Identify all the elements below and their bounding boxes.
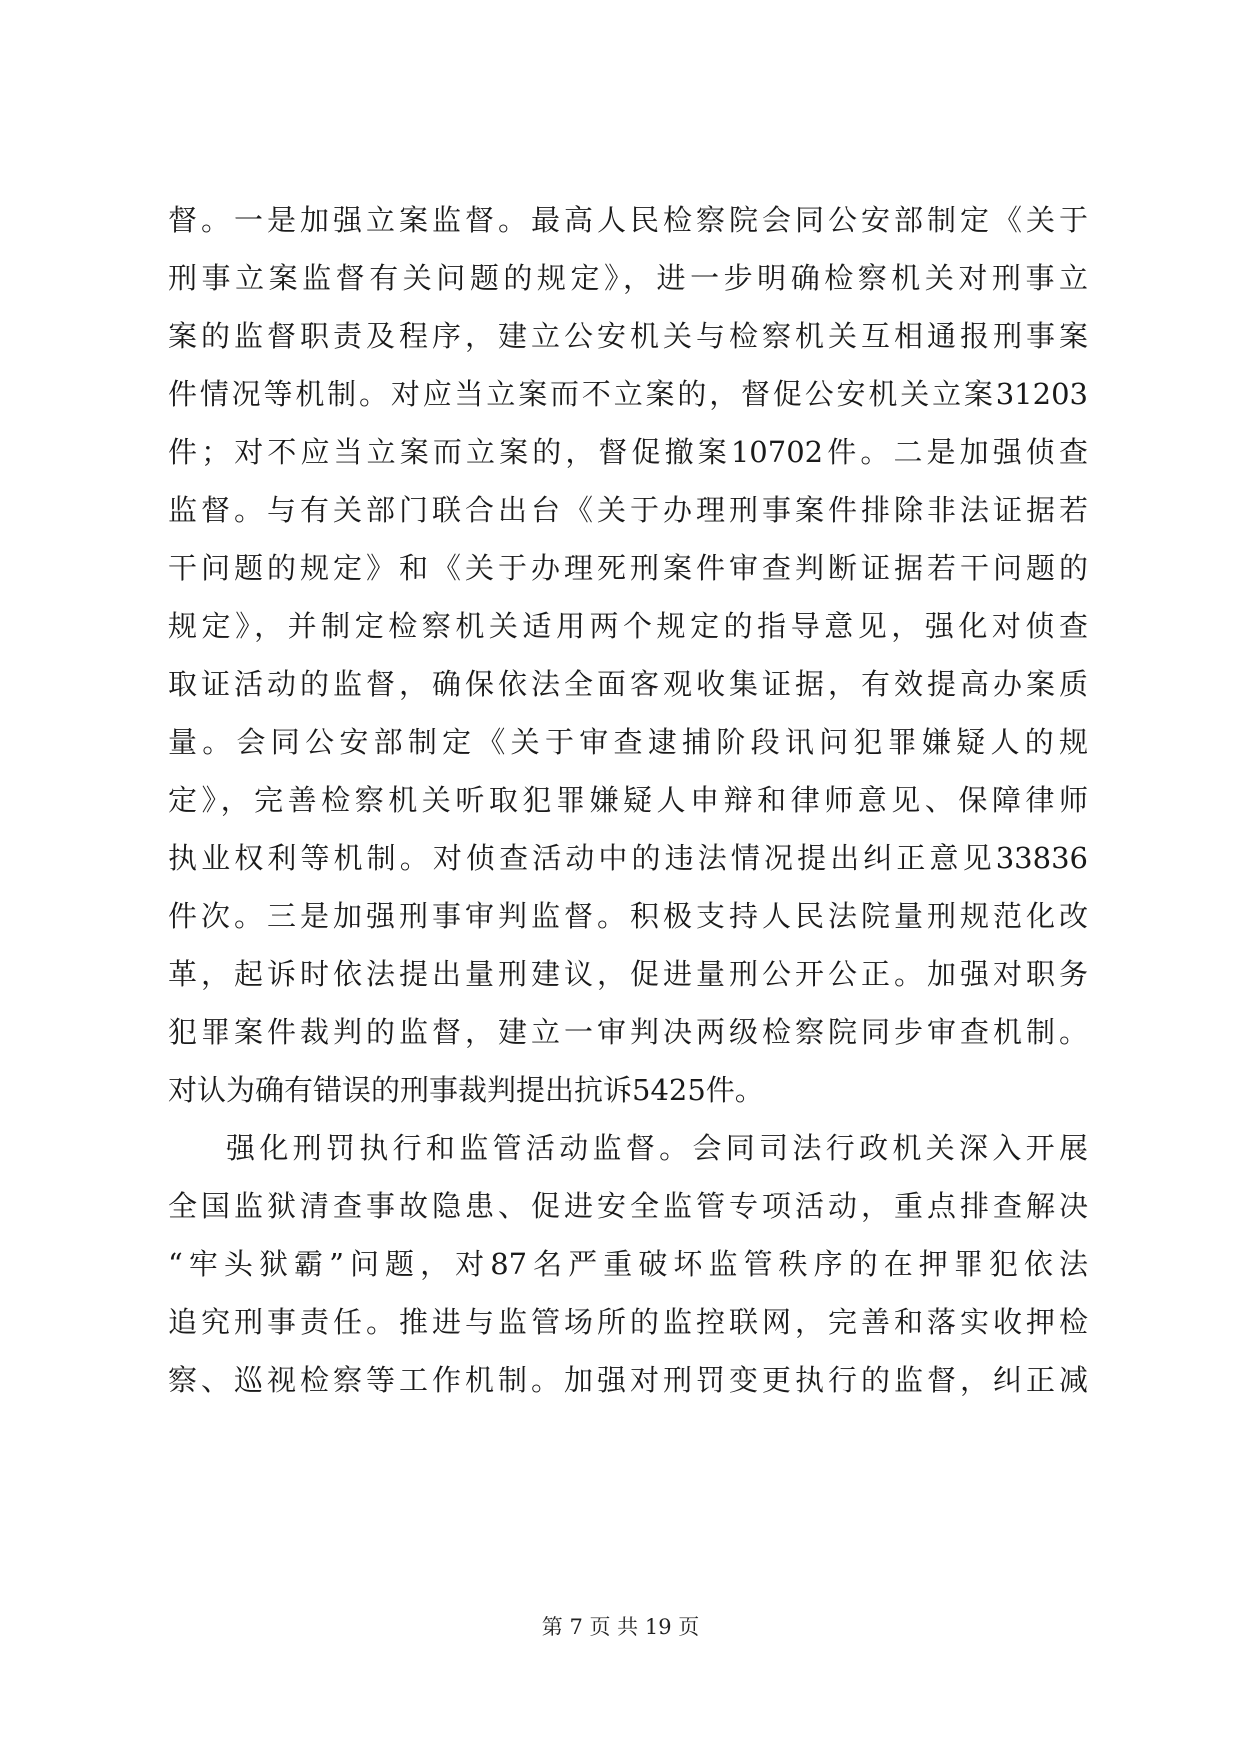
text-line: 全国监狱清查事故隐患、促进安全监管专项活动，重点排查解决 [168, 1189, 1088, 1223]
text-line: 定》，完善检察机关听取犯罪嫌疑人申辩和律师意见、保障律师 [168, 783, 1088, 817]
text-line: 执业权利等机制。对侦查活动中的违法情况提出纠正意见33836 [168, 841, 1088, 875]
text-line: 量。会同公安部制定《关于审查逮捕阶段讯问犯罪嫌疑人的规 [168, 725, 1088, 759]
text-line: 案的监督职责及程序，建立公安机关与检察机关互相通报刑事案 [168, 319, 1088, 353]
text-line: 犯罪案件裁判的监督，建立一审判决两级检察院同步审查机制。 [168, 1015, 1088, 1049]
text-line: 件；对不应当立案而立案的，督促撤案10702件。二是加强侦查 [168, 435, 1088, 469]
text-line: 件情况等机制。对应当立案而不立案的，督促公安机关立案31203 [168, 377, 1088, 411]
text-line: 督。一是加强立案监督。最高人民检察院会同公安部制定《关于 [168, 203, 1088, 237]
page-footer: 第 7 页 共 19 页 [541, 1615, 700, 1639]
text-line: 追究刑事责任。推进与监管场所的监控联网，完善和落实收押检 [168, 1305, 1088, 1339]
text-line: 件次。三是加强刑事审判监督。积极支持人民法院量刑规范化改 [168, 899, 1088, 933]
text-line: 革，起诉时依法提出量刑建议，促进量刑公开公正。加强对职务 [168, 957, 1088, 991]
text-line: 对认为确有错误的刑事裁判提出抗诉5425件。 [168, 1073, 764, 1107]
text-line: 监督。与有关部门联合出台《关于办理刑事案件排除非法证据若 [168, 493, 1088, 527]
paragraph-first-line: 强化刑罚执行和监管活动监督。会同司法行政机关深入开展 [226, 1131, 1088, 1165]
text-line: 规定》，并制定检察机关适用两个规定的指导意见，强化对侦查 [168, 609, 1088, 643]
text-line: 取证活动的监督，确保依法全面客观收集证据，有效提高办案质 [168, 667, 1088, 701]
text-line: “牢头狱霸”问题，对87名严重破坏监管秩序的在押罪犯依法 [168, 1247, 1088, 1281]
text-line: 干问题的规定》和《关于办理死刑案件审查判断证据若干问题的 [168, 551, 1088, 585]
text-line: 刑事立案监督有关问题的规定》，进一步明确检察机关对刑事立 [168, 261, 1088, 295]
text-line: 察、巡视检察等工作机制。加强对刑罚变更执行的监督，纠正减 [168, 1363, 1088, 1397]
